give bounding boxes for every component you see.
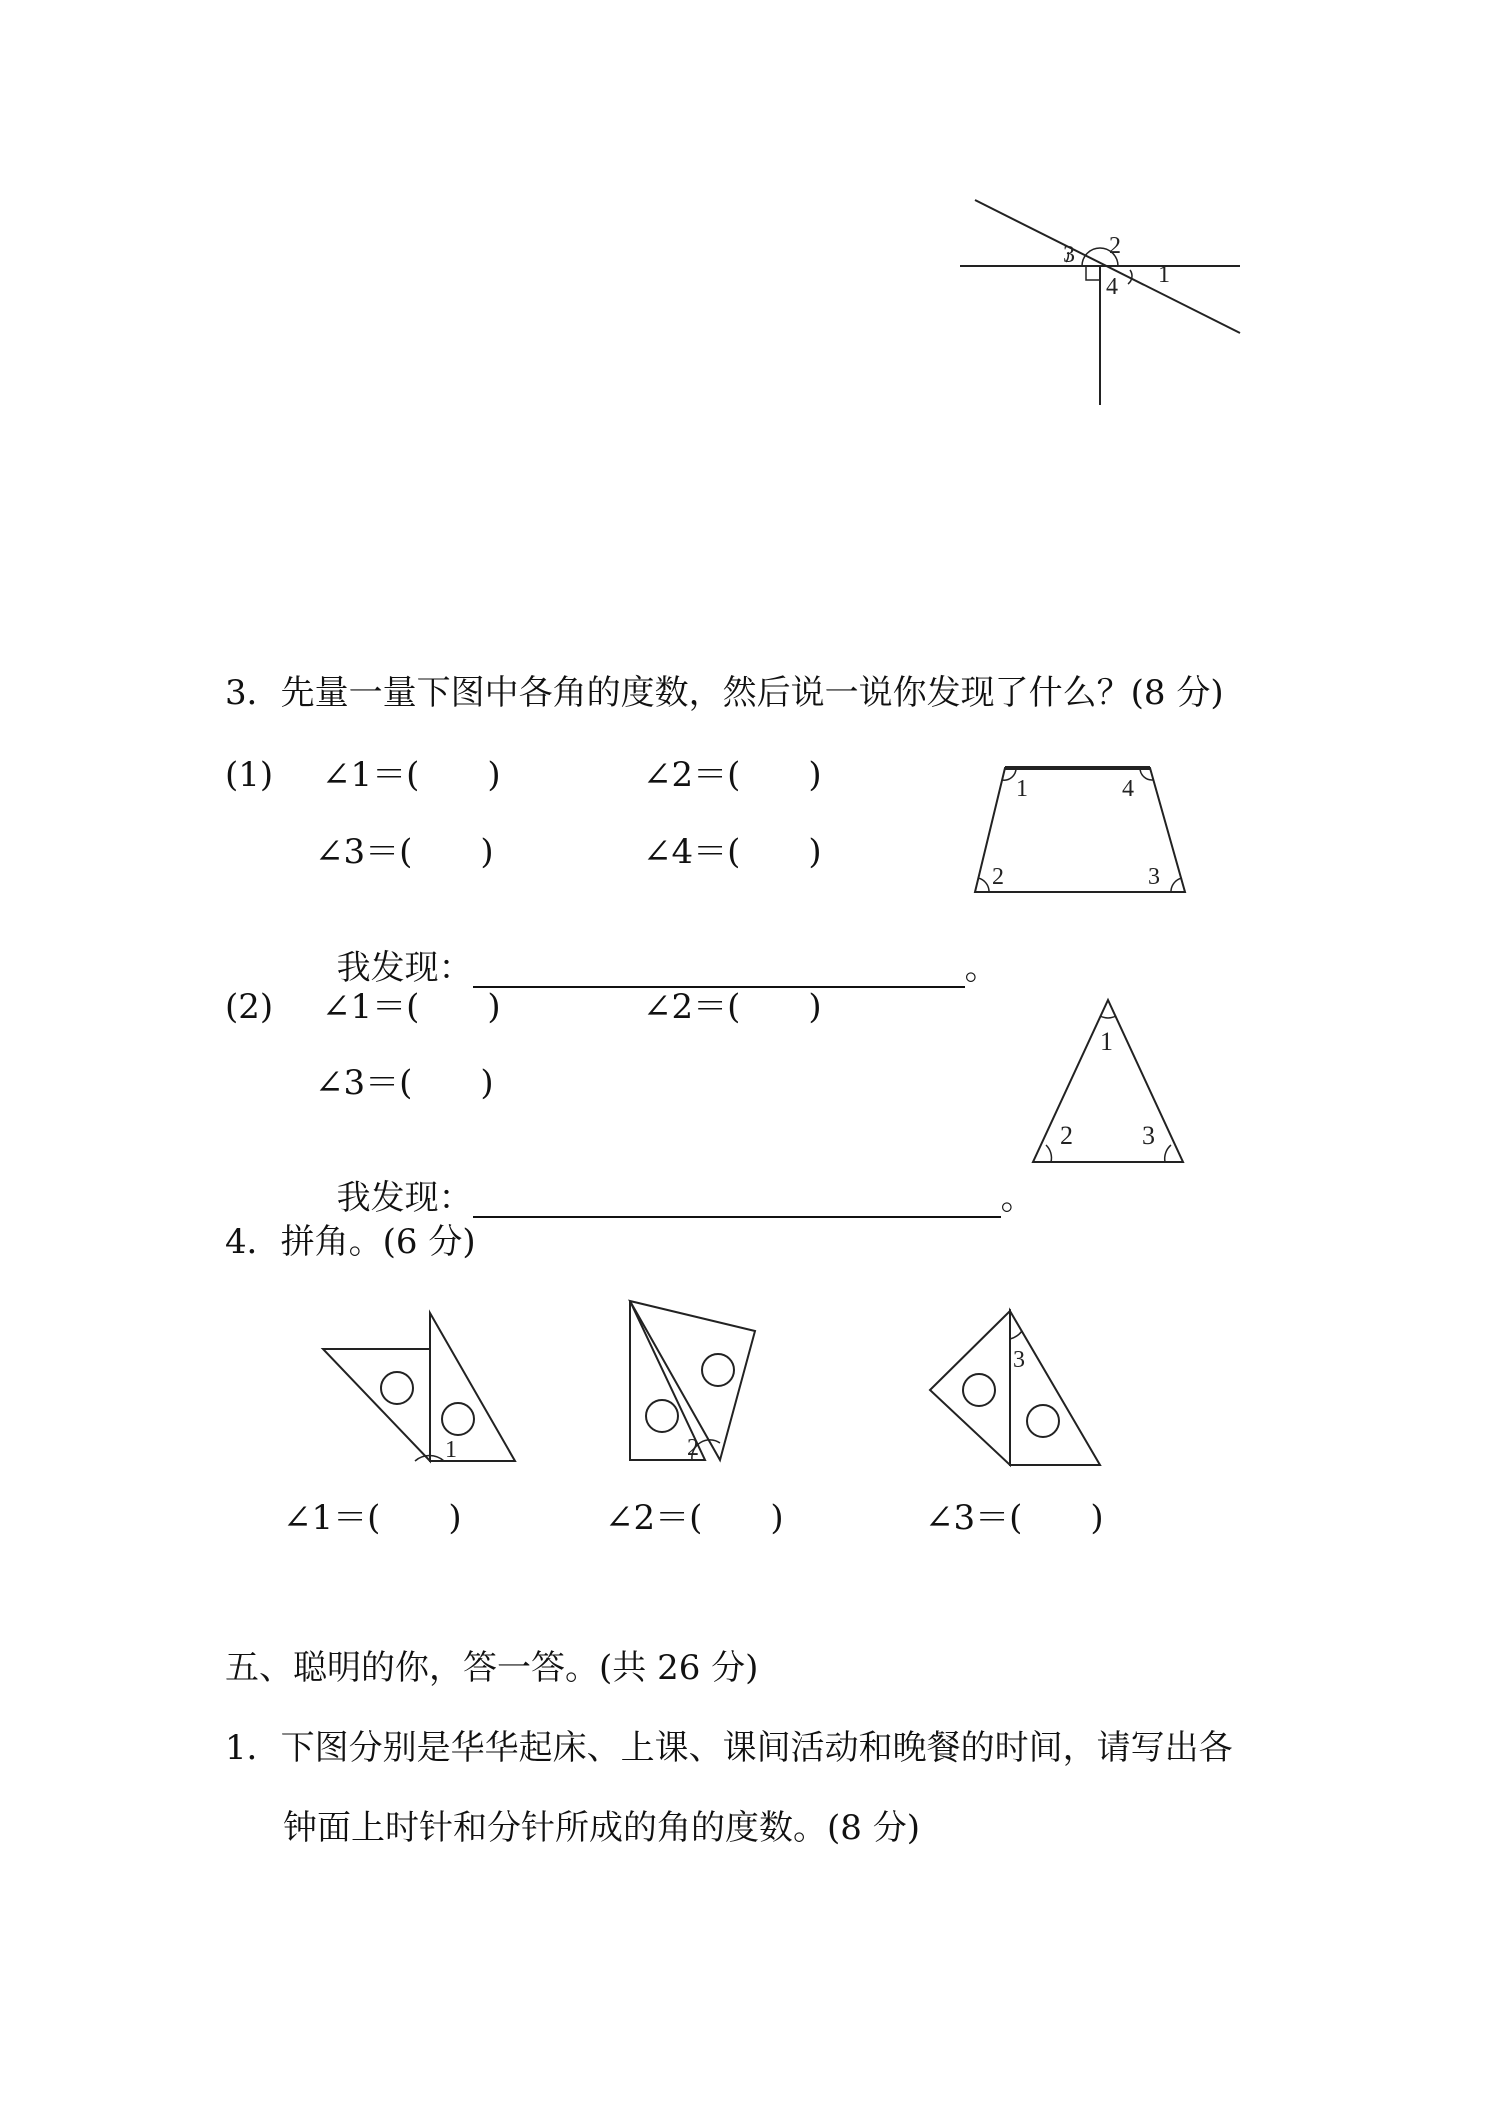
q3-part1-angle3: ∠3＝( ): [315, 832, 494, 872]
line-label-1: 1: [1158, 262, 1170, 288]
q4-answer-2: ∠2＝( ): [605, 1498, 784, 1538]
q3-part1-angle1: ∠1＝( ): [322, 755, 501, 795]
q4-answer-1: ∠1＝( ): [283, 1498, 462, 1538]
finding-answer-line[interactable]: [473, 1182, 1001, 1218]
triangle-label-3: 3: [1142, 1121, 1155, 1150]
q3-part1-number: (1): [225, 755, 274, 795]
q3-part2-angle3: ∠3＝( ): [315, 1063, 494, 1103]
q3-part2-number: (2): [225, 987, 274, 1027]
set-square-pair-3: [925, 1305, 1105, 1475]
trapezoid-label-2: 2: [992, 864, 1004, 890]
q3-part2-angle1: ∠1＝( ): [322, 987, 501, 1027]
finding-answer-line[interactable]: [473, 952, 965, 988]
q3-part1-angle2: ∠2＝( ): [643, 755, 822, 795]
section5-title: 五、聪明的你，答一答。(共 26 分): [225, 1648, 759, 1688]
set-square-pair-2: [620, 1295, 760, 1465]
section5-q1-line1: 1．下图分别是华华起床、上课、课间活动和晚餐的时间，请写出各: [225, 1728, 1233, 1768]
intersecting-lines-figure: [960, 190, 1260, 410]
q4-answer-3: ∠3＝( ): [925, 1498, 1104, 1538]
trapezoid-figure: [970, 762, 1190, 898]
line-label-2: 2: [1109, 233, 1121, 259]
pair1-angle-label: 1: [445, 1437, 457, 1463]
q3-part2-finding: [315, 1138, 1035, 1218]
trapezoid-label-1: 1: [1016, 776, 1028, 802]
q3-title: 3．先量一量下图中各角的度数，然后说一说你发现了什么？(8 分): [225, 673, 1224, 713]
section5-q1-line2: 钟面上时针和分针所成的角的度数。(8 分): [283, 1808, 920, 1848]
q3-part2-angle2: ∠2＝( ): [643, 987, 822, 1027]
trapezoid-label-4: 4: [1122, 776, 1134, 802]
line-label-4: 4: [1106, 274, 1118, 300]
finding-label: 我发现：: [336, 1178, 473, 1218]
pair3-angle-label: 3: [1013, 1347, 1025, 1373]
triangle-label-2: 2: [1060, 1121, 1073, 1150]
finding-end: 。: [1000, 1178, 1035, 1218]
q4-title: 4．拼角。(6 分): [225, 1222, 476, 1262]
line-label-3: 3: [1063, 242, 1075, 268]
triangle-figure: [1028, 994, 1192, 1168]
finding-label: 我发现：: [336, 948, 473, 988]
pair2-angle-label: 2: [687, 1435, 699, 1461]
finding-end: 。: [964, 948, 999, 988]
trapezoid-label-3: 3: [1148, 864, 1160, 890]
triangle-label-1: 1: [1100, 1027, 1113, 1056]
set-square-pair-1: [320, 1305, 520, 1465]
q3-part1-finding: [315, 908, 999, 988]
q3-part1-angle4: ∠4＝( ): [643, 832, 822, 872]
